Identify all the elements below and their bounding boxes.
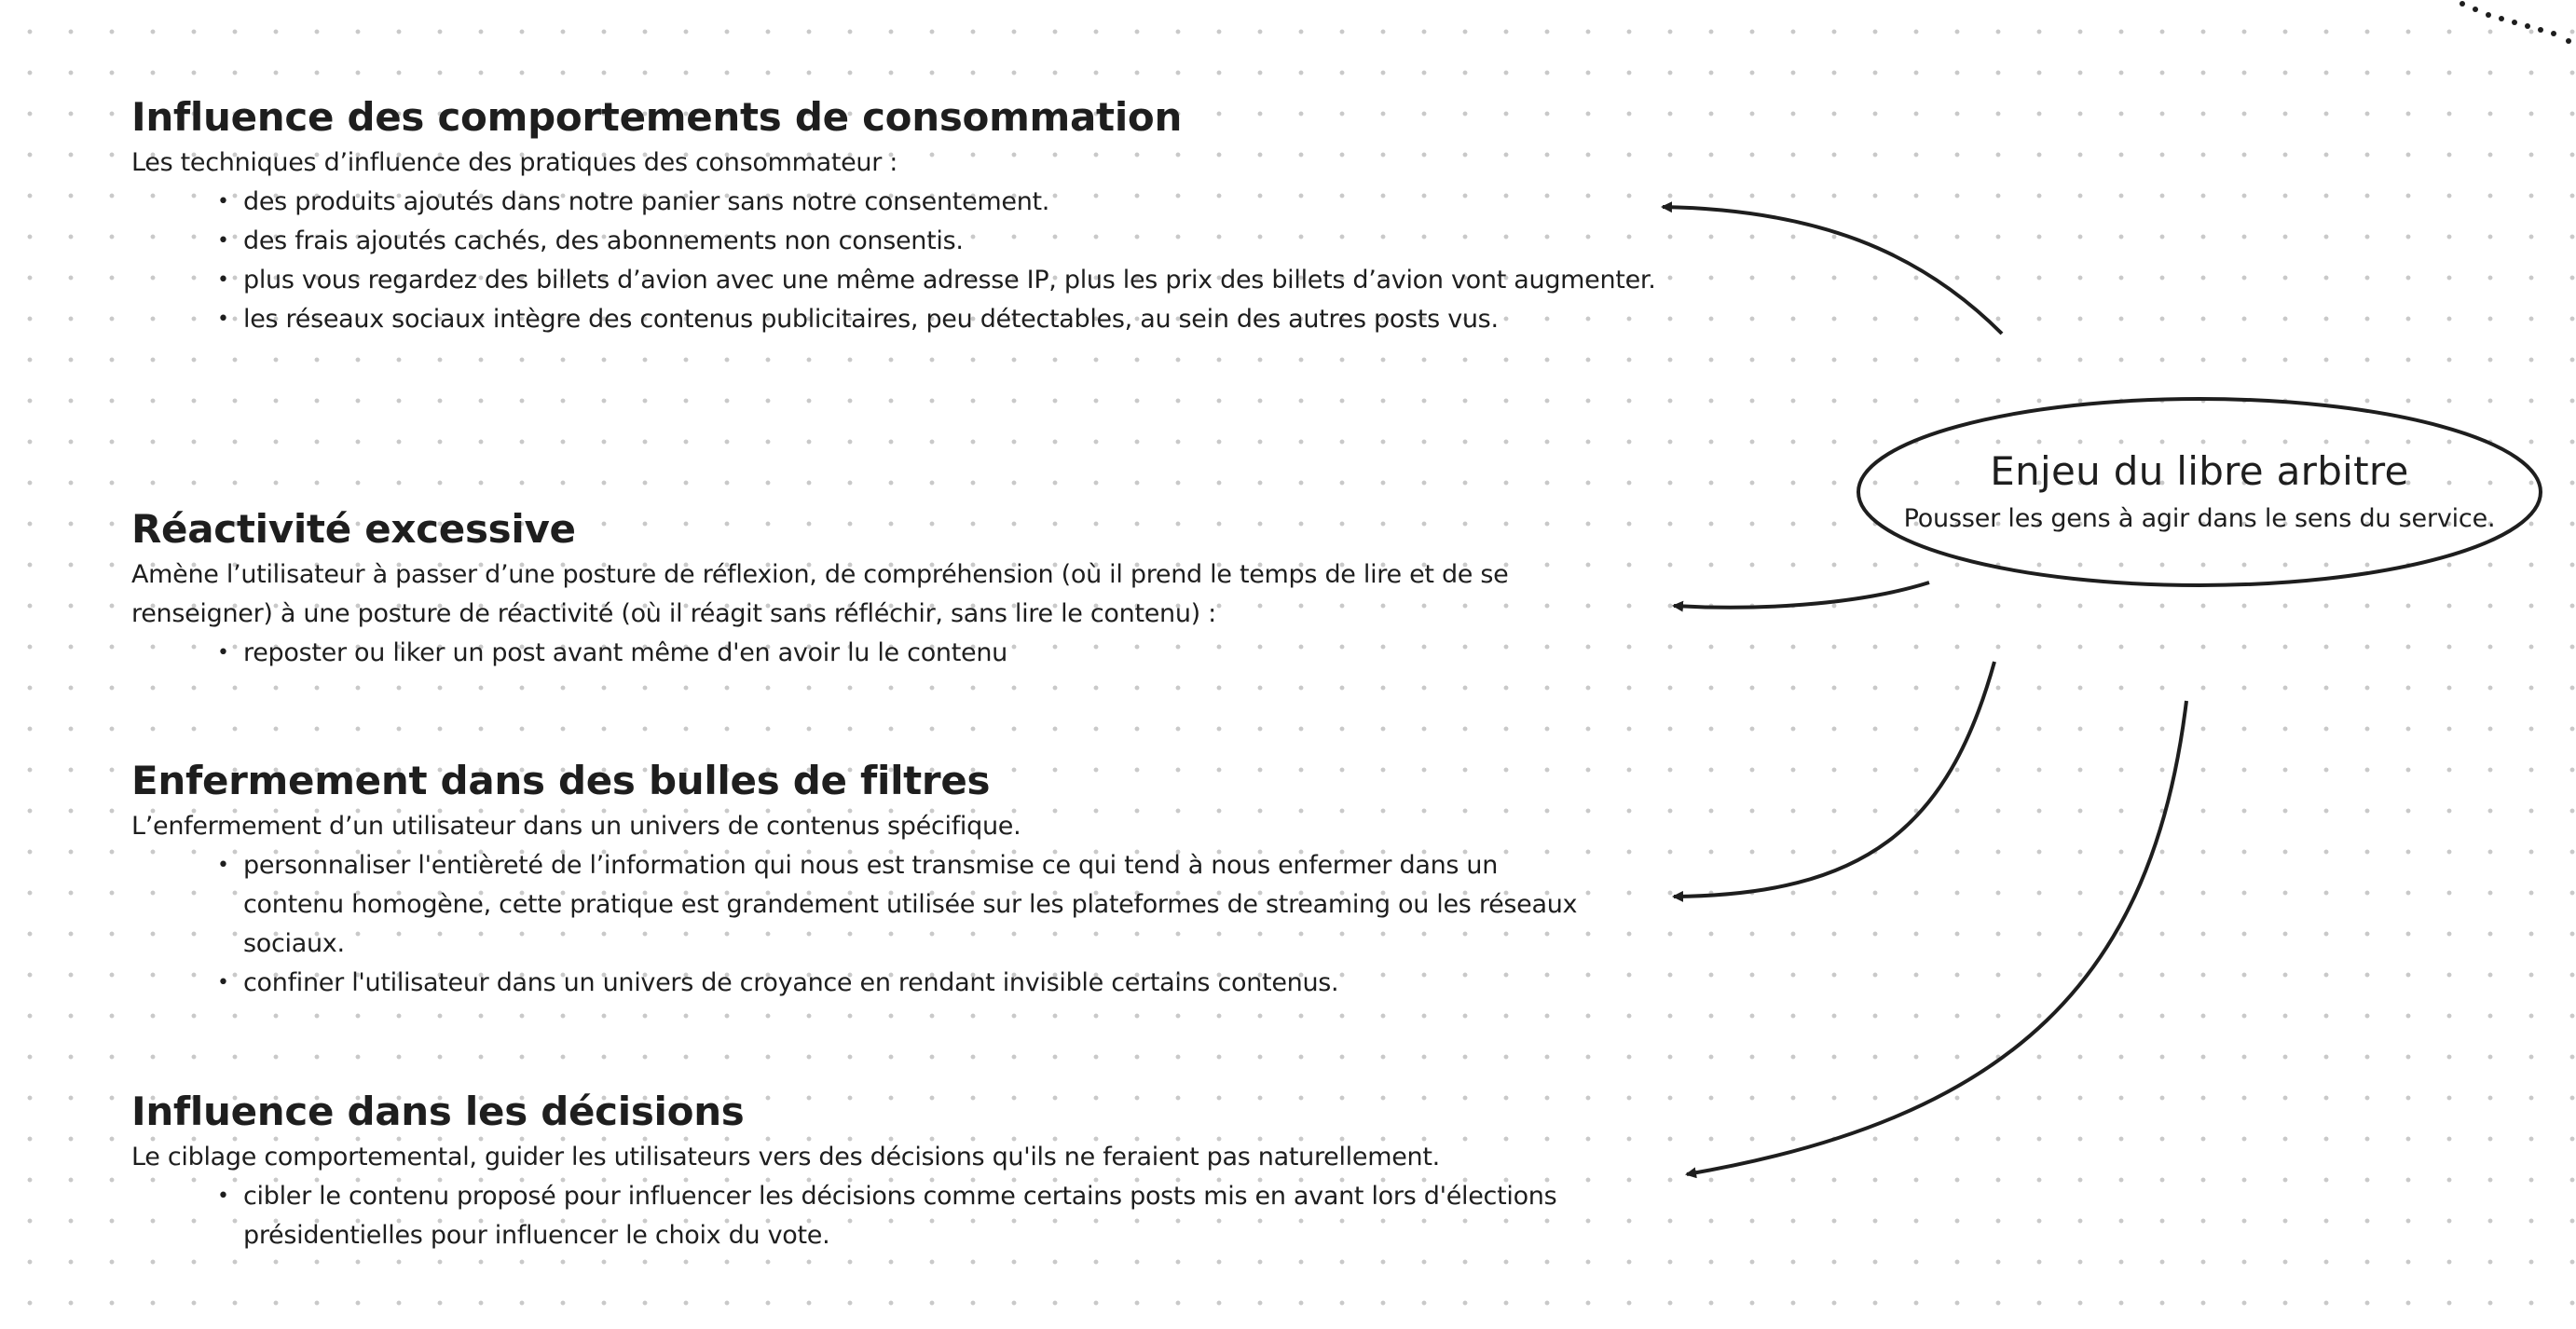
section-intro: Le ciblage comportemental, guider les utilisateurs vers des décisions qu'ils ne feraient pas naturellement. [131,1143,1440,1171]
bullet-list [131,634,1585,673]
list-item: • confiner l'utilisateur dans un univers de croyance en rendant invisible certains contenus. [243,964,1585,1003]
list-item: • cibler le contenu proposé pour influencer les décisions comme certains posts mis en avant lors d'élections présidentielles pour influencer le choix du vote. [243,1177,1697,1255]
center-node-title: Enjeu du libre arbitre [1990,448,2409,494]
center-node-subtitle: Pousser les gens à agir dans le sens du service. [1903,504,2496,533]
list-item: • des produits ajoutés dans notre panier sans notre consentement. [243,183,1697,222]
center-node[interactable] [1859,399,2540,585]
section-consommation [131,91,1656,339]
section-bulles [131,755,1585,1003]
section-title: Réactivité excessive [131,506,576,552]
list-item: • personnaliser l'entièreté de l’information qui nous est transmise ce qui tend à nous enfermer dans un contenu homogène, cette pratique est grandement utilisée sur les plateformes de streaming ou les réseaux sociaux. [243,846,1585,964]
arrow-to-decisions [1687,701,2186,1174]
bullet-list [131,1177,1697,1255]
section-intro: Les techniques d’influence des pratiques des consommateur : [131,148,898,177]
list-item: • plus vous regardez des billets d’avion avec une même adresse IP, plus les prix des billets d’avion vont augmenter. [243,261,1697,300]
section-title: Influence des comportements de consommation [131,94,1183,140]
section-title: Influence dans les décisions [131,1089,745,1134]
section-title: Enfermement dans des bulles de filtres [131,758,991,803]
arrow-to-reactivite [1674,582,1929,608]
arrow-to-consommation [1663,207,2002,334]
bullet-list [131,183,1697,339]
list-item: • des frais ajoutés cachés, des abonnements non consentis. [243,222,1697,261]
section-intro: Amène l’utilisateur à passer d’une posture de réflexion, de compréhension (où il prend le temps de lire et de se renseigner) à une posture de réactivité (où il réagit sans réfléchir, sans lire le contenu) : [131,560,1509,628]
arrow-to-bulles [1674,662,1994,897]
section-decisions [131,1086,1585,1255]
section-reactivite [131,503,1585,673]
list-item: • les réseaux sociaux intègre des contenus publicitaires, peu détectables, au sein des autres posts vus. [243,300,1697,339]
list-item: • reposter ou liker un post avant même d'en avoir lu le contenu [243,634,1585,673]
section-intro: L’enfermement d’un utilisateur dans un univers de contenus spécifique. [131,812,1021,841]
dotted-corner-decoration [2460,1,2571,44]
bullet-list [131,846,1585,1003]
